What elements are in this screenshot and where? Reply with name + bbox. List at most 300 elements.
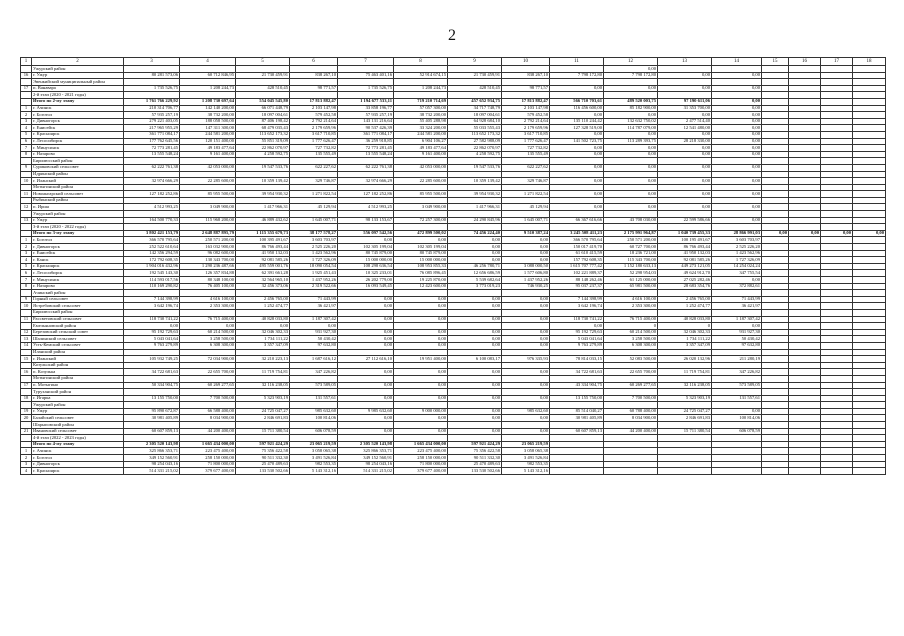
- table-cell: [604, 92, 658, 99]
- table-cell: [236, 184, 290, 191]
- table-cell: 126 357 834,88: [180, 270, 236, 277]
- table-row: [21, 448, 886, 455]
- table-row: [21, 342, 886, 349]
- table-cell: 71 443,99: [290, 296, 338, 303]
- table-cell: [604, 448, 658, 455]
- table-cell: 554 045 545,80: [236, 98, 290, 105]
- table-cell: 2 846 691,83: [236, 415, 290, 422]
- table-cell: Емельяновский район: [32, 323, 124, 330]
- table-cell: 75 356 422,58: [448, 448, 502, 455]
- table-cell: 2 353 300,00: [180, 303, 236, 310]
- table-cell: [604, 375, 658, 382]
- table-cell: 8 034 900,00: [604, 415, 658, 422]
- table-cell: [180, 435, 236, 442]
- table-row: [21, 131, 886, 138]
- table-cell: 0,00: [290, 323, 338, 330]
- table-cell: [762, 336, 789, 343]
- table-row: [21, 191, 886, 198]
- table-cell: [604, 79, 658, 86]
- table-cell: 838 267,10: [502, 72, 550, 79]
- table-cell: г. Ачинск: [32, 105, 124, 112]
- table-cell: Шарыповский район: [32, 422, 124, 429]
- table-cell: 5 323 903,19: [236, 395, 290, 402]
- table-cell: 38 732 200,00: [180, 112, 236, 119]
- table-cell: [290, 224, 338, 231]
- table-cell: [789, 349, 821, 356]
- table-cell: [21, 79, 32, 86]
- table-row: [21, 257, 886, 264]
- table-cell: 72 257 300,00: [394, 217, 448, 224]
- table-cell: [290, 79, 338, 86]
- table-cell: Бирилюсский район: [32, 158, 124, 165]
- table-cell: 0,00: [502, 342, 550, 349]
- table-cell: [550, 362, 604, 369]
- table-cell: [762, 309, 789, 316]
- table-cell: 87 406 198,42: [236, 118, 290, 125]
- table-cell: [762, 178, 789, 185]
- table-cell: 27 582 988,09: [448, 138, 502, 145]
- table-cell: Рассветовский сельсовет: [32, 316, 124, 323]
- table-cell: [658, 435, 712, 442]
- table-cell: [821, 164, 853, 171]
- table-cell: [853, 448, 886, 455]
- table-cell: 19 547 533,76: [236, 164, 290, 171]
- table-cell: [789, 342, 821, 349]
- table-cell: [290, 402, 338, 409]
- table-cell: [712, 224, 762, 231]
- table-cell: [658, 66, 712, 73]
- table-cell: 177 762 645,56: [124, 138, 180, 145]
- table-cell: 21 730 459,91: [448, 72, 502, 79]
- table-cell: [124, 211, 180, 218]
- table-cell: [853, 125, 886, 132]
- table-cell: 62 222 761,38: [124, 164, 180, 171]
- column-header: 8: [394, 58, 448, 66]
- table-cell: Балайский сельсовет: [32, 415, 124, 422]
- table-cell: 2 846 691,83: [658, 415, 712, 422]
- table-cell: 597 921 424,29: [236, 441, 290, 448]
- table-cell: [550, 455, 604, 462]
- table-row: [21, 164, 886, 171]
- table-cell: 1 417 966,31: [236, 204, 290, 211]
- table-cell: [821, 428, 853, 435]
- table-cell: 57 935 257,19: [124, 112, 180, 119]
- table-cell: [762, 197, 789, 204]
- table-cell: 0,00: [550, 191, 604, 198]
- table-row: [21, 303, 886, 310]
- table-cell: г. Енисейск: [32, 125, 124, 132]
- table-row: [21, 237, 886, 244]
- table-cell: 49 624 912,70: [658, 270, 712, 277]
- table-cell: [853, 237, 886, 244]
- table-cell: [821, 171, 853, 178]
- table-cell: 746 930,25: [502, 283, 550, 290]
- table-cell: 0,00: [658, 131, 712, 138]
- table-cell: 62 391 661,28: [236, 270, 290, 277]
- table-cell: 7: [21, 145, 32, 152]
- table-cell: 102 221 889,37: [550, 270, 604, 277]
- table-cell: [789, 178, 821, 185]
- table-cell: [762, 244, 789, 251]
- table-cell: 72 773 281,45: [124, 145, 180, 152]
- table-cell: [853, 323, 886, 330]
- table-cell: [502, 422, 550, 429]
- table-cell: [762, 131, 789, 138]
- table-cell: [821, 105, 853, 112]
- table-cell: 2 319 522,66: [290, 283, 338, 290]
- table-cell: [789, 336, 821, 343]
- table-cell: [762, 349, 789, 356]
- table-cell: 1 687 616,12: [290, 356, 338, 363]
- column-header: 15: [762, 58, 789, 66]
- table-row: [21, 171, 886, 178]
- table-cell: 76 715 400,00: [180, 316, 236, 323]
- table-cell: [502, 323, 550, 330]
- table-row: [21, 336, 886, 343]
- table-cell: 60 269 277,65: [604, 382, 658, 389]
- table-cell: 25 470 489,63: [236, 461, 290, 468]
- table-cell: Горный сельсовет: [32, 296, 124, 303]
- table-cell: [853, 164, 886, 171]
- table-cell: 0,00: [712, 178, 762, 185]
- table-cell: [604, 455, 658, 462]
- table-cell: 1 777 626,47: [290, 138, 338, 145]
- table-cell: 0,00: [502, 369, 550, 376]
- table-cell: [821, 85, 853, 92]
- table-cell: 0: [658, 323, 712, 330]
- table-cell: 0,00: [604, 191, 658, 198]
- table-cell: 0: [604, 323, 658, 330]
- table-cell: [290, 422, 338, 429]
- table-cell: [550, 158, 604, 165]
- table-cell: 2 179 659,96: [502, 125, 550, 132]
- table-cell: 8: [21, 151, 32, 158]
- table-cell: [502, 92, 550, 99]
- table-cell: г. Боготол: [32, 112, 124, 119]
- table-cell: 1 665 434 000,00: [180, 441, 236, 448]
- table-cell: 95 890 672,87: [124, 408, 180, 415]
- table-cell: [789, 197, 821, 204]
- table-cell: [821, 277, 853, 284]
- table-cell: [821, 422, 853, 429]
- table-cell: 1 645 007,71: [290, 217, 338, 224]
- table-cell: 489 520 003,75: [604, 98, 658, 105]
- table-row: [21, 461, 886, 468]
- table-cell: 0,00: [502, 329, 550, 336]
- table-cell: 65 981 500,00: [604, 283, 658, 290]
- table-cell: 18: [21, 395, 32, 402]
- table-cell: [789, 369, 821, 376]
- table-cell: 0,00: [853, 230, 886, 237]
- table-cell: 132 632 750,02: [604, 118, 658, 125]
- table-cell: [236, 375, 290, 382]
- table-cell: 223 475 400,00: [180, 448, 236, 455]
- table-cell: [821, 395, 853, 402]
- table-cell: [853, 422, 886, 429]
- table-cell: 0,00: [789, 230, 821, 237]
- table-row: [21, 230, 886, 237]
- table-cell: [338, 92, 394, 99]
- table-cell: 71 800 000,00: [394, 461, 448, 468]
- table-cell: [821, 184, 853, 191]
- table-cell: 982 553,35: [290, 461, 338, 468]
- table-cell: 6 308 300,00: [604, 342, 658, 349]
- table-cell: 244 581 200,00: [180, 131, 236, 138]
- table-cell: [762, 408, 789, 415]
- table-cell: 88 148 262,46: [550, 277, 604, 284]
- table-cell: 24 290 845,96: [448, 217, 502, 224]
- table-cell: [236, 402, 290, 409]
- table-cell: [21, 92, 32, 99]
- table-cell: 3 058 065,38: [290, 448, 338, 455]
- table-cell: 1 437 952,26: [290, 277, 338, 284]
- table-cell: 85 955 500,00: [394, 191, 448, 198]
- table-cell: [853, 98, 886, 105]
- table-cell: [821, 375, 853, 382]
- table-cell: [853, 283, 886, 290]
- table-cell: 1 645 007,71: [502, 217, 550, 224]
- table-cell: Новоангарский сельсовет: [32, 191, 124, 198]
- table-cell: [604, 171, 658, 178]
- table-cell: [394, 224, 448, 231]
- table-cell: [821, 455, 853, 462]
- table-cell: 135 555,49: [502, 151, 550, 158]
- table-cell: 42 053 000,00: [394, 164, 448, 171]
- table-cell: [236, 349, 290, 356]
- table-cell: [821, 263, 853, 270]
- table-cell: [789, 382, 821, 389]
- table-cell: [762, 224, 789, 231]
- table-cell: 428 510,45: [236, 85, 290, 92]
- table-cell: 597 921 424,29: [448, 441, 502, 448]
- table-cell: [853, 309, 886, 316]
- table-cell: 92 081 585,26: [236, 257, 290, 264]
- table-cell: 1 734 111,22: [236, 336, 290, 343]
- table-cell: [124, 389, 180, 396]
- table-cell: 6: [21, 138, 32, 145]
- table-cell: [550, 224, 604, 231]
- table-cell: [21, 184, 32, 191]
- table-cell: [338, 158, 394, 165]
- table-cell: 3: [21, 461, 32, 468]
- table-cell: г. Назарово: [32, 151, 124, 158]
- table-cell: [502, 79, 550, 86]
- table-cell: [821, 435, 853, 442]
- table-cell: [821, 389, 853, 396]
- table-cell: 0,00: [604, 178, 658, 185]
- table-cell: [762, 290, 789, 297]
- table-cell: 4 512 993,25: [338, 204, 394, 211]
- table-cell: [853, 138, 886, 145]
- table-cell: 32 564 965,10: [236, 277, 290, 284]
- table-row: [21, 389, 886, 396]
- table-cell: [658, 211, 712, 218]
- table-cell: [821, 303, 853, 310]
- table-cell: 143 131 216,64: [338, 118, 394, 125]
- table-cell: [658, 79, 712, 86]
- table-cell: [21, 230, 32, 237]
- table-cell: [712, 211, 762, 218]
- table-cell: 32 974 666,29: [124, 178, 180, 185]
- table-row: [21, 112, 886, 119]
- column-header: 5: [236, 58, 290, 66]
- table-cell: Ужурский район: [32, 66, 124, 73]
- table-cell: 6 100 083,17: [448, 356, 502, 363]
- table-cell: [236, 79, 290, 86]
- table-cell: 97 632,80: [712, 342, 762, 349]
- table-row: [21, 217, 886, 224]
- table-cell: 1 615 707 777,42: [550, 263, 604, 270]
- table-row: [21, 283, 886, 290]
- table-cell: [658, 468, 712, 475]
- table-cell: [21, 171, 32, 178]
- table-cell: 36 421,97: [290, 303, 338, 310]
- table-cell: 0,00: [604, 85, 658, 92]
- table-cell: 1 727 326,09: [712, 257, 762, 264]
- table-cell: 0,00: [712, 118, 762, 125]
- column-header: 4: [180, 58, 236, 66]
- table-cell: 10 325 233,01: [338, 270, 394, 277]
- table-cell: [853, 316, 886, 323]
- table-cell: [394, 309, 448, 316]
- table-cell: 0,00: [658, 151, 712, 158]
- table-cell: [762, 415, 789, 422]
- table-cell: 0,00: [502, 382, 550, 389]
- table-cell: [180, 402, 236, 409]
- table-cell: 115 968 200,00: [180, 217, 236, 224]
- table-cell: 0,00: [712, 164, 762, 171]
- table-cell: [712, 171, 762, 178]
- table-cell: [338, 79, 394, 86]
- table-cell: 11 719 754,81: [658, 369, 712, 376]
- table-cell: [712, 66, 762, 73]
- table-cell: 0,00: [712, 72, 762, 79]
- table-cell: [394, 435, 448, 442]
- table-cell: [658, 158, 712, 165]
- table-cell: [658, 455, 712, 462]
- table-cell: 3 049 900,00: [394, 204, 448, 211]
- table-cell: [180, 158, 236, 165]
- table-cell: 13: [21, 336, 32, 343]
- table-cell: [789, 296, 821, 303]
- table-cell: 44 200 400,00: [604, 428, 658, 435]
- table-cell: [290, 197, 338, 204]
- table-cell: [789, 184, 821, 191]
- table-cell: 5 143 312,16: [502, 468, 550, 475]
- table-row: [21, 138, 886, 145]
- table-row: [21, 455, 886, 462]
- table-cell: 135 555,49: [290, 151, 338, 158]
- table-cell: 12: [21, 329, 32, 336]
- table-cell: [658, 224, 712, 231]
- table-cell: [789, 138, 821, 145]
- table-cell: 131 557,61: [712, 395, 762, 402]
- table-cell: 1 187 307,42: [712, 316, 762, 323]
- table-cell: [338, 402, 394, 409]
- table-cell: [550, 290, 604, 297]
- table-cell: [604, 441, 658, 448]
- table-cell: 366 570 795,64: [124, 237, 180, 244]
- table-cell: 8: [21, 283, 32, 290]
- table-cell: 5 143 312,16: [290, 468, 338, 475]
- table-cell: 98 133 153,67: [338, 217, 394, 224]
- table-cell: 4: [21, 125, 32, 132]
- table-cell: [789, 428, 821, 435]
- table-cell: 66 588 400,00: [180, 408, 236, 415]
- table-cell: [448, 171, 502, 178]
- table-cell: 22 655 700,00: [604, 369, 658, 376]
- table-cell: [448, 66, 502, 73]
- table-cell: [550, 79, 604, 86]
- table-cell: 0,00: [338, 395, 394, 402]
- table-cell: [338, 66, 394, 73]
- table-cell: 15: [21, 356, 32, 363]
- table-cell: [550, 402, 604, 409]
- table-cell: г. Иланский: [32, 356, 124, 363]
- table-cell: 64 928 684,10: [448, 118, 502, 125]
- table-cell: [448, 211, 502, 218]
- table-cell: 36 421,97: [712, 303, 762, 310]
- table-cell: [236, 389, 290, 396]
- table-cell: [604, 197, 658, 204]
- table-cell: [124, 79, 180, 86]
- table-cell: 472 899 500,02: [394, 230, 448, 237]
- table-cell: 0,00: [712, 151, 762, 158]
- table-cell: [762, 323, 789, 330]
- table-cell: 28 866 991,03: [712, 230, 762, 237]
- table-cell: 39 954 930,32: [236, 191, 290, 198]
- table-cell: Ачинский район: [32, 290, 124, 297]
- table-cell: 6 308 300,00: [180, 342, 236, 349]
- table-cell: 7 798 172,80: [550, 72, 604, 79]
- table-cell: [789, 250, 821, 257]
- table-cell: [789, 85, 821, 92]
- table-cell: г. Красноярск: [32, 468, 124, 475]
- table-cell: 0,00: [338, 382, 394, 389]
- table-cell: [290, 211, 338, 218]
- column-header: 1: [21, 58, 32, 66]
- table-row: [21, 309, 886, 316]
- table-cell: 32 116 238,05: [236, 382, 290, 389]
- table-cell: [853, 468, 886, 475]
- table-cell: [762, 356, 789, 363]
- table-cell: [448, 290, 502, 297]
- table-cell: 55 033 555,43: [448, 125, 502, 132]
- table-cell: [853, 197, 886, 204]
- table-cell: 10: [21, 178, 32, 185]
- table-cell: [853, 224, 886, 231]
- table-cell: 113 652 173,32: [236, 131, 290, 138]
- table-cell: 0,00: [712, 408, 762, 415]
- table-cell: 98 254 043,16: [338, 461, 394, 468]
- table-cell: 9 763 279,89: [124, 342, 180, 349]
- table-cell: 0,00: [448, 316, 502, 323]
- table-cell: 329 746,87: [502, 178, 550, 185]
- table-cell: 42 053 000,00: [180, 164, 236, 171]
- table-cell: 133 530 502,66: [448, 468, 502, 475]
- table-row: [21, 382, 886, 389]
- table-cell: [789, 283, 821, 290]
- table-cell: г. Енисейск: [32, 250, 124, 257]
- table-cell: 0,00: [448, 382, 502, 389]
- table-cell: 0,00: [124, 323, 180, 330]
- table-cell: 60 214 500,00: [604, 329, 658, 336]
- table-cell: 133 530 502,66: [236, 468, 290, 475]
- table-cell: 0,00: [394, 415, 448, 422]
- table-cell: [180, 171, 236, 178]
- table-cell: [180, 66, 236, 73]
- table-cell: [550, 435, 604, 442]
